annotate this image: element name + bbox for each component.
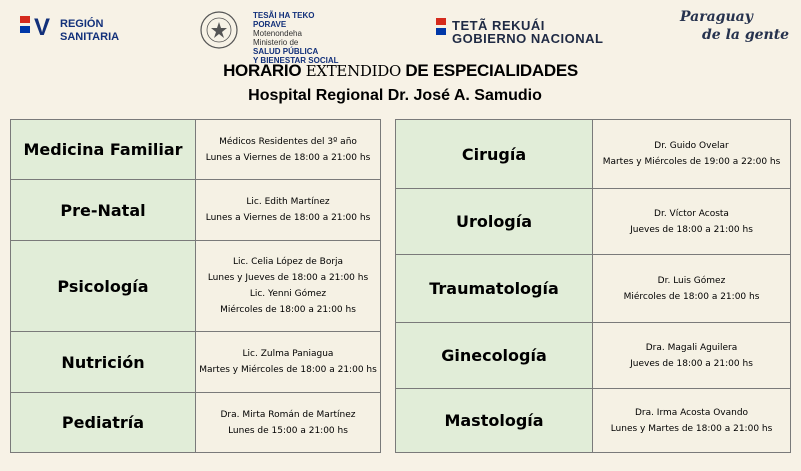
specialty-cell: Nutrición <box>11 332 196 393</box>
schedule-line: Lunes y Jueves de 18:00 a 21:00 hs <box>207 273 369 283</box>
title-part: EXTENDIDO <box>305 62 401 80</box>
schedule-cell <box>196 180 381 241</box>
flag-icon <box>436 18 446 35</box>
schedule-cell <box>593 323 791 389</box>
schedule-line: Dra. Irma Acosta Ovando <box>634 407 749 418</box>
schedule-line: Dr. Luis Gómez <box>657 275 726 286</box>
schedule-line: Dra. Magali Aguilera <box>645 342 738 353</box>
schedule-line: Médicos Residentes del 3º año <box>219 136 357 147</box>
schedule-cell <box>593 189 791 255</box>
schedule-line: Lic. Zulma Paniagua <box>242 349 334 359</box>
table-row <box>11 180 381 241</box>
schedule-line: Jueves de 18:00 a 21:00 hs <box>630 224 753 235</box>
ministry-line: Motenondeha <box>253 29 302 38</box>
schedule-line: Lunes a Viernes de 18:00 a 21:00 hs <box>205 213 371 223</box>
specialty-cell: Traumatología <box>396 255 593 323</box>
schedule-cell <box>196 241 381 332</box>
specialty-cell: Ginecología <box>396 323 593 389</box>
government-line1: TETÃ REKUÁI <box>452 18 545 33</box>
table-row <box>396 389 791 453</box>
region-logo-line2: SANITARIA <box>60 31 120 43</box>
title-part: HORARIO <box>223 61 302 80</box>
specialty-cell: Pre-Natal <box>11 180 196 241</box>
schedule-cell <box>196 332 381 393</box>
schedule-line: Lic. Yenni Gómez <box>249 289 327 299</box>
schedule-line: Jueves de 18:00 a 21:00 hs <box>630 358 753 369</box>
flag-icon <box>20 16 30 33</box>
schedule-line: Lic. Celia López de Borja <box>232 257 344 267</box>
schedule-line: Martes y Miércoles de 19:00 a 22:00 hs <box>602 157 781 167</box>
title-part: DE ESPECIALIDADES <box>405 61 578 80</box>
page-subtitle: Hospital Regional Dr. José A. Samudio <box>248 87 542 104</box>
ministry-line: Ministerio de <box>253 38 299 47</box>
schedule-line: Lunes y Martes de 18:00 a 21:00 hs <box>610 423 773 434</box>
ministry-line: PORAVE <box>253 20 287 29</box>
schedule-line: Lic. Edith Martínez <box>246 197 330 207</box>
specialty-cell: Pediatría <box>11 393 196 453</box>
schedule-cell <box>593 120 791 189</box>
table-row <box>396 189 791 255</box>
table-row <box>11 393 381 453</box>
table-row <box>11 332 381 393</box>
schedule-cell <box>196 120 381 180</box>
specialty-cell: Cirugía <box>396 120 593 189</box>
schedule-line: Martes y Miércoles de 18:00 a 21:00 hs <box>199 365 377 375</box>
ministry-line: TESÃI HA TEKO <box>253 11 315 20</box>
specialty-cell: Medicina Familiar <box>11 120 196 180</box>
table-row <box>11 241 381 332</box>
schedule-line: Lunes a Viernes de 18:00 a 21:00 hs <box>205 152 371 163</box>
page-title <box>0 61 801 81</box>
schedule-line: Dr. Víctor Acosta <box>654 208 729 219</box>
slogan <box>680 8 789 44</box>
government-line2: GOBIERNO NACIONAL <box>452 31 604 46</box>
region-logo-mark: V <box>34 14 51 41</box>
region-logo-line1: REGIÓN <box>60 18 104 30</box>
schedule-line: Dr. Guido Ovelar <box>654 141 729 151</box>
ministry-text <box>253 11 339 65</box>
schedule-line: Miércoles de 18:00 a 21:00 hs <box>220 305 356 315</box>
table-row <box>396 255 791 323</box>
schedule-cell <box>593 389 791 453</box>
specialty-cell: Psicología <box>11 241 196 332</box>
slogan-line2: de la gente <box>702 27 790 43</box>
specialty-cell: Mastología <box>396 389 593 453</box>
table-row <box>396 323 791 389</box>
ministry-line: SALUD PÚBLICA <box>253 47 319 56</box>
table-row <box>396 120 791 189</box>
schedule-cell <box>196 393 381 453</box>
specialty-cell: Urología <box>396 189 593 255</box>
header <box>0 0 801 65</box>
national-seal-icon <box>193 11 245 49</box>
right-schedule-table <box>395 119 791 453</box>
ministry-line: Y BIENESTAR SOCIAL <box>253 56 339 65</box>
slogan-line1: Paraguay <box>680 9 753 25</box>
schedule-line: Lunes de 15:00 a 21:00 hs <box>228 425 348 436</box>
schedule-line: Miércoles de 18:00 a 21:00 hs <box>623 291 760 302</box>
left-schedule-table <box>10 119 381 453</box>
schedule-cell <box>593 255 791 323</box>
schedule-line: Dra. Mirta Román de Martínez <box>220 409 356 420</box>
table-row <box>11 120 381 180</box>
